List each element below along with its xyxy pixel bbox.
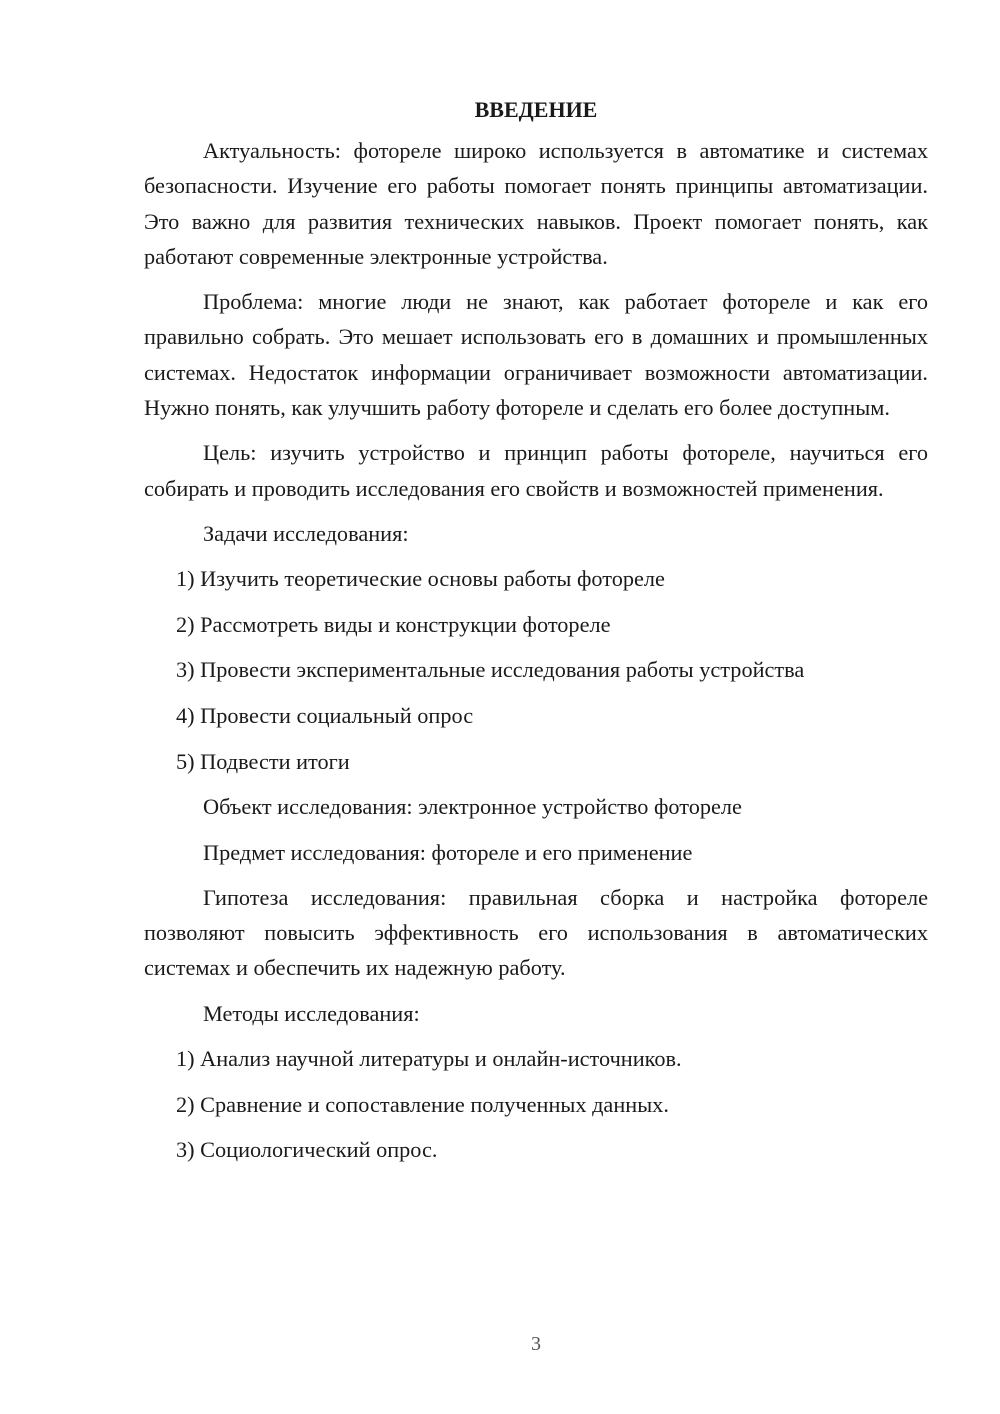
subject-paragraph: Предмет исследования: фотореле и его применение	[203, 839, 693, 865]
list-item: 2) Рассмотреть виды и конструкции фотореле	[176, 611, 611, 637]
object-paragraph: Объект исследования: электронное устройство фотореле	[203, 794, 742, 820]
list-item: 5) Подвести итоги	[176, 748, 350, 774]
document-page	[144, 94, 928, 1178]
relevance-paragraph: Актуальность: фотореле широко используется в автоматике и системах безопасности. Изучение его работы помогает понять принципы автоматизации. Это важно для развития технических навыков. Проект помогает понять, как работают современные электронные устройства.	[144, 138, 928, 269]
methods-title: Методы исследования:	[203, 1000, 420, 1026]
tasks-title: Задачи исследования:	[203, 520, 409, 546]
section-heading: ВВЕДЕНИЕ	[474, 97, 598, 122]
tasks-list	[144, 561, 928, 779]
methods-list	[144, 1041, 928, 1167]
hypothesis-paragraph: Гипотеза исследования: правильная сборка и настройка фотореле позволяют повысить эффективность его использования в автоматических системах и обеспечить их надежную работу.	[144, 884, 928, 981]
list-item: 2) Сравнение и сопоставление полученных данных.	[176, 1091, 669, 1117]
list-item: 1) Анализ научной литературы и онлайн-источников.	[176, 1046, 682, 1072]
goal-paragraph: Цель: изучить устройство и принцип работы фотореле, научиться его собирать и проводить исследования его свойств и возможностей применения.	[144, 440, 928, 501]
problem-paragraph: Проблема: многие люди не знают, как работает фотореле и как его правильно собрать. Это мешает использовать его в домашних и промышленных системах. Недостаток информации ограничивает возможности автоматизации. Нужно понять, как улучшить работу фотореле и сделать его более доступным.	[144, 289, 928, 421]
list-item: 3) Социологический опрос.	[176, 1137, 438, 1163]
list-item: 3) Провести экспериментальные исследования работы устройства	[176, 657, 805, 683]
list-item: 1) Изучить теоретические основы работы фотореле	[176, 566, 665, 592]
list-item: 4) Провести социальный опрос	[176, 703, 474, 729]
page-number: 3	[531, 1333, 541, 1355]
